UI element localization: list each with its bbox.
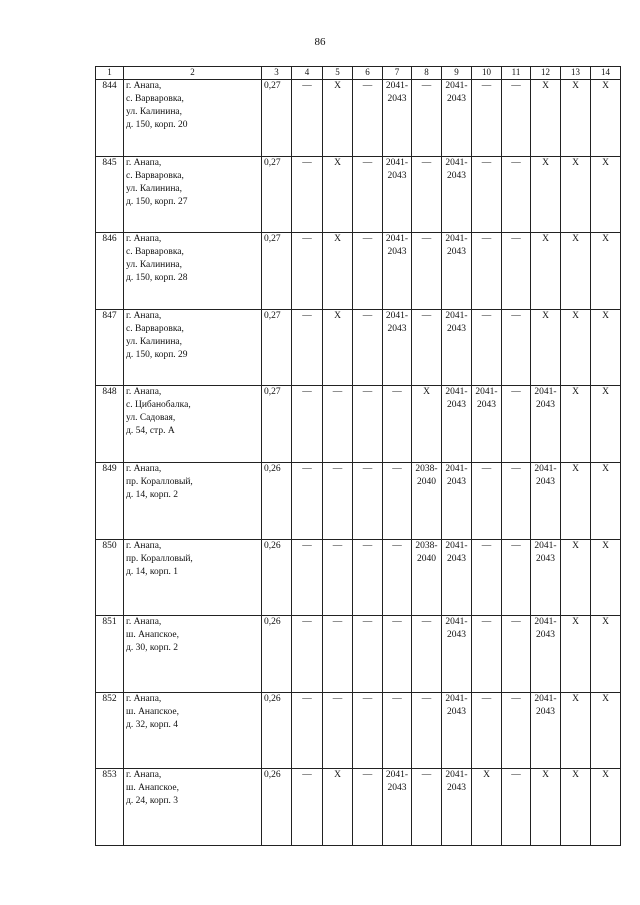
work-period-cell: — xyxy=(353,692,383,769)
work-period-cell: X xyxy=(591,386,621,463)
work-period-cell: X xyxy=(561,233,591,310)
work-period-cell: X xyxy=(531,156,561,233)
work-period-cell: X xyxy=(591,769,621,846)
address-line: г. Анапа, xyxy=(126,81,162,91)
address-line: с. Варваровка, xyxy=(126,323,184,334)
work-period-cell: X xyxy=(323,156,353,233)
work-period-cell: X xyxy=(591,309,621,386)
work-period-cell: X xyxy=(561,156,591,233)
work-period-cell: — xyxy=(502,616,531,693)
address-line: ул. Калинина, xyxy=(126,336,183,347)
row-number: 850 xyxy=(96,539,124,616)
work-period-cell: — xyxy=(292,692,323,769)
row-number: 846 xyxy=(96,233,124,310)
column-number-header: 11 xyxy=(502,67,531,80)
column-number-header: 13 xyxy=(561,67,591,80)
address-cell xyxy=(124,386,262,463)
address-line: г. Анапа, xyxy=(126,234,162,245)
address-line: г. Анапа, xyxy=(126,387,162,398)
work-period-cell: — xyxy=(353,233,383,310)
work-period-cell: — xyxy=(472,462,502,539)
row-number: 847 xyxy=(96,309,124,386)
address-line: г. Анапа, xyxy=(126,617,162,628)
area-value: 0,26 xyxy=(262,462,292,539)
work-period-cell: X xyxy=(561,309,591,386)
table-row xyxy=(96,539,621,616)
address-line: д. 24, корп. 3 xyxy=(126,796,179,807)
work-period-cell: — xyxy=(472,309,502,386)
column-number-row xyxy=(96,67,621,80)
work-period-cell: — xyxy=(472,539,502,616)
column-number-header: 4 xyxy=(292,67,323,80)
work-period-cell: — xyxy=(353,616,383,693)
address-line: д. 32, корп. 4 xyxy=(126,719,179,730)
work-period-cell: — xyxy=(323,692,353,769)
work-period-cell: 2038- 2040 xyxy=(412,462,442,539)
work-period-cell: 2041- 2043 xyxy=(472,386,502,463)
work-period-cell: X xyxy=(561,80,591,157)
work-period-cell: 2041- 2043 xyxy=(442,462,472,539)
work-period-cell: X xyxy=(591,462,621,539)
work-period-cell: — xyxy=(383,616,412,693)
address-line: ул. Садовая, xyxy=(126,413,176,424)
work-period-cell: — xyxy=(323,386,353,463)
work-period-cell: X xyxy=(323,309,353,386)
work-period-cell: — xyxy=(502,386,531,463)
area-value: 0,27 xyxy=(262,80,292,157)
work-period-cell: — xyxy=(502,233,531,310)
work-period-cell: — xyxy=(502,309,531,386)
address-line: д. 150, корп. 20 xyxy=(126,120,188,130)
work-period-cell: — xyxy=(292,309,323,386)
address-line: ул. Калинина, xyxy=(126,183,183,194)
work-period-cell: X xyxy=(591,156,621,233)
work-period-cell: 2041- 2043 xyxy=(442,616,472,693)
work-period-cell: — xyxy=(472,80,502,157)
column-number-header: 14 xyxy=(591,67,621,80)
address-line: ул. Калинина, xyxy=(126,260,183,271)
work-period-cell: — xyxy=(323,539,353,616)
work-period-cell: — xyxy=(292,156,323,233)
address-line: д. 150, корп. 28 xyxy=(126,273,188,284)
address-line: д. 150, корп. 29 xyxy=(126,349,188,360)
work-period-cell: — xyxy=(383,386,412,463)
address-line: г. Анапа, xyxy=(126,693,162,704)
work-period-cell: X xyxy=(591,692,621,769)
work-period-cell: — xyxy=(353,309,383,386)
work-period-cell: X xyxy=(561,386,591,463)
work-period-cell: — xyxy=(502,80,531,157)
work-period-cell: X xyxy=(591,539,621,616)
address-line: г. Анапа, xyxy=(126,157,162,168)
address-cell xyxy=(124,616,262,693)
work-period-cell: — xyxy=(292,233,323,310)
work-period-cell: X xyxy=(591,233,621,310)
work-period-cell: 2041- 2043 xyxy=(531,462,561,539)
work-period-cell: 2041- 2043 xyxy=(383,156,412,233)
address-cell xyxy=(124,692,262,769)
work-period-cell: X xyxy=(531,769,561,846)
area-value: 0,27 xyxy=(262,309,292,386)
work-period-cell: 2041- 2043 xyxy=(531,386,561,463)
area-value: 0,26 xyxy=(262,539,292,616)
work-period-cell: — xyxy=(472,692,502,769)
work-period-cell: 2041- 2043 xyxy=(442,692,472,769)
work-period-cell: 2041- 2043 xyxy=(383,233,412,310)
table-row xyxy=(96,233,621,310)
table-row xyxy=(96,80,621,157)
work-period-cell: — xyxy=(502,769,531,846)
work-period-cell: — xyxy=(472,156,502,233)
table-row xyxy=(96,462,621,539)
page-number: 86 xyxy=(314,36,326,48)
work-period-cell: X xyxy=(412,386,442,463)
table-row xyxy=(96,692,621,769)
row-number: 845 xyxy=(96,156,124,233)
work-period-cell: X xyxy=(561,616,591,693)
column-number-header: 1 xyxy=(96,67,124,80)
area-value: 0,26 xyxy=(262,616,292,693)
work-period-cell: 2041- 2043 xyxy=(442,309,472,386)
work-period-cell: X xyxy=(323,769,353,846)
work-period-cell: 2041- 2043 xyxy=(383,769,412,846)
work-period-cell: X xyxy=(323,233,353,310)
work-period-cell: — xyxy=(383,539,412,616)
address-line: д. 150, корп. 27 xyxy=(126,196,188,207)
address-cell xyxy=(124,80,262,157)
table-row xyxy=(96,156,621,233)
work-period-cell: — xyxy=(502,692,531,769)
address-cell xyxy=(124,156,262,233)
address-line: ш. Анапское, xyxy=(126,783,179,794)
work-period-cell: 2041- 2043 xyxy=(442,769,472,846)
address-line: с. Варваровка, xyxy=(126,170,184,181)
work-period-cell: X xyxy=(561,539,591,616)
row-number: 851 xyxy=(96,616,124,693)
area-value: 0,27 xyxy=(262,386,292,463)
registry-table xyxy=(95,66,621,846)
work-period-cell: 2038- 2040 xyxy=(412,539,442,616)
work-period-cell: 2041- 2043 xyxy=(442,233,472,310)
work-period-cell: — xyxy=(412,233,442,310)
work-period-cell: — xyxy=(353,156,383,233)
work-period-cell: X xyxy=(591,616,621,693)
column-number-header: 6 xyxy=(353,67,383,80)
address-cell xyxy=(124,539,262,616)
work-period-cell: — xyxy=(353,539,383,616)
address-cell xyxy=(124,769,262,846)
work-period-cell: 2041- 2043 xyxy=(531,616,561,693)
address-line: с. Цибанобалка, xyxy=(126,400,191,411)
address-line: г. Анапа, xyxy=(126,310,162,321)
work-period-cell: X xyxy=(531,80,561,157)
address-line: д. 54, стр. А xyxy=(126,426,175,437)
work-period-cell: — xyxy=(323,616,353,693)
area-value: 0,27 xyxy=(262,156,292,233)
column-number-header: 10 xyxy=(472,67,502,80)
address-cell xyxy=(124,309,262,386)
work-period-cell: — xyxy=(502,462,531,539)
address-line: г. Анапа, xyxy=(126,463,162,474)
column-number-header: 2 xyxy=(124,67,262,80)
work-period-cell: — xyxy=(412,156,442,233)
address-line: д. 30, корп. 2 xyxy=(126,643,179,654)
work-period-cell: — xyxy=(412,769,442,846)
row-number: 844 xyxy=(96,80,124,157)
row-number: 852 xyxy=(96,692,124,769)
table-row xyxy=(96,309,621,386)
address-line: ш. Анапское, xyxy=(126,630,179,641)
work-period-cell: — xyxy=(472,233,502,310)
work-period-cell: — xyxy=(292,80,323,157)
column-number-header: 8 xyxy=(412,67,442,80)
work-period-cell: 2041- 2043 xyxy=(442,386,472,463)
table-row xyxy=(96,616,621,693)
work-period-cell: 2041- 2043 xyxy=(531,539,561,616)
work-period-cell: — xyxy=(353,80,383,157)
address-line: ул. Калинина, xyxy=(126,107,183,117)
work-period-cell: — xyxy=(353,769,383,846)
work-period-cell: — xyxy=(292,386,323,463)
work-period-cell: 2041- 2043 xyxy=(383,80,412,157)
work-period-cell: X xyxy=(472,769,502,846)
address-line: пр. Коралловый, xyxy=(126,553,193,564)
work-period-cell: 2041- 2043 xyxy=(442,156,472,233)
work-period-cell: X xyxy=(591,80,621,157)
column-number-header: 5 xyxy=(323,67,353,80)
work-period-cell: — xyxy=(412,80,442,157)
work-period-cell: — xyxy=(353,462,383,539)
column-number-header: 3 xyxy=(262,67,292,80)
area-value: 0,26 xyxy=(262,692,292,769)
column-number-header: 12 xyxy=(531,67,561,80)
address-line: ш. Анапское, xyxy=(126,706,179,717)
table-row xyxy=(96,386,621,463)
work-period-cell: 2041- 2043 xyxy=(531,692,561,769)
work-period-cell: X xyxy=(323,80,353,157)
address-line: пр. Коралловый, xyxy=(126,476,193,487)
work-period-cell: — xyxy=(383,692,412,769)
work-period-cell: — xyxy=(472,616,502,693)
table-body xyxy=(96,80,621,846)
work-period-cell: — xyxy=(353,386,383,463)
work-period-cell: — xyxy=(292,539,323,616)
work-period-cell: X xyxy=(561,462,591,539)
table-row xyxy=(96,769,621,846)
row-number: 848 xyxy=(96,386,124,463)
row-number: 849 xyxy=(96,462,124,539)
work-period-cell: — xyxy=(292,616,323,693)
address-cell xyxy=(124,462,262,539)
work-period-cell: X xyxy=(561,692,591,769)
work-period-cell: X xyxy=(531,309,561,386)
work-period-cell: — xyxy=(502,539,531,616)
area-value: 0,26 xyxy=(262,769,292,846)
row-number: 853 xyxy=(96,769,124,846)
address-line: г. Анапа, xyxy=(126,770,162,781)
address-cell xyxy=(124,233,262,310)
work-period-cell: — xyxy=(323,462,353,539)
address-line: с. Варваровка, xyxy=(126,94,184,104)
address-line: с. Варваровка, xyxy=(126,247,184,258)
work-period-cell: 2041- 2043 xyxy=(442,80,472,157)
address-line: г. Анапа, xyxy=(126,540,162,551)
column-number-header: 9 xyxy=(442,67,472,80)
address-line: д. 14, корп. 2 xyxy=(126,489,179,500)
work-period-cell: X xyxy=(561,769,591,846)
work-period-cell: — xyxy=(412,309,442,386)
work-period-cell: 2041- 2043 xyxy=(442,539,472,616)
work-period-cell: X xyxy=(531,233,561,310)
work-period-cell: — xyxy=(502,156,531,233)
area-value: 0,27 xyxy=(262,233,292,310)
work-period-cell: — xyxy=(292,462,323,539)
work-period-cell: — xyxy=(383,462,412,539)
work-period-cell: — xyxy=(292,769,323,846)
column-number-header: 7 xyxy=(383,67,412,80)
address-line: д. 14, корп. 1 xyxy=(126,566,179,577)
work-period-cell: 2041- 2043 xyxy=(383,309,412,386)
work-period-cell: — xyxy=(412,692,442,769)
work-period-cell: — xyxy=(412,616,442,693)
